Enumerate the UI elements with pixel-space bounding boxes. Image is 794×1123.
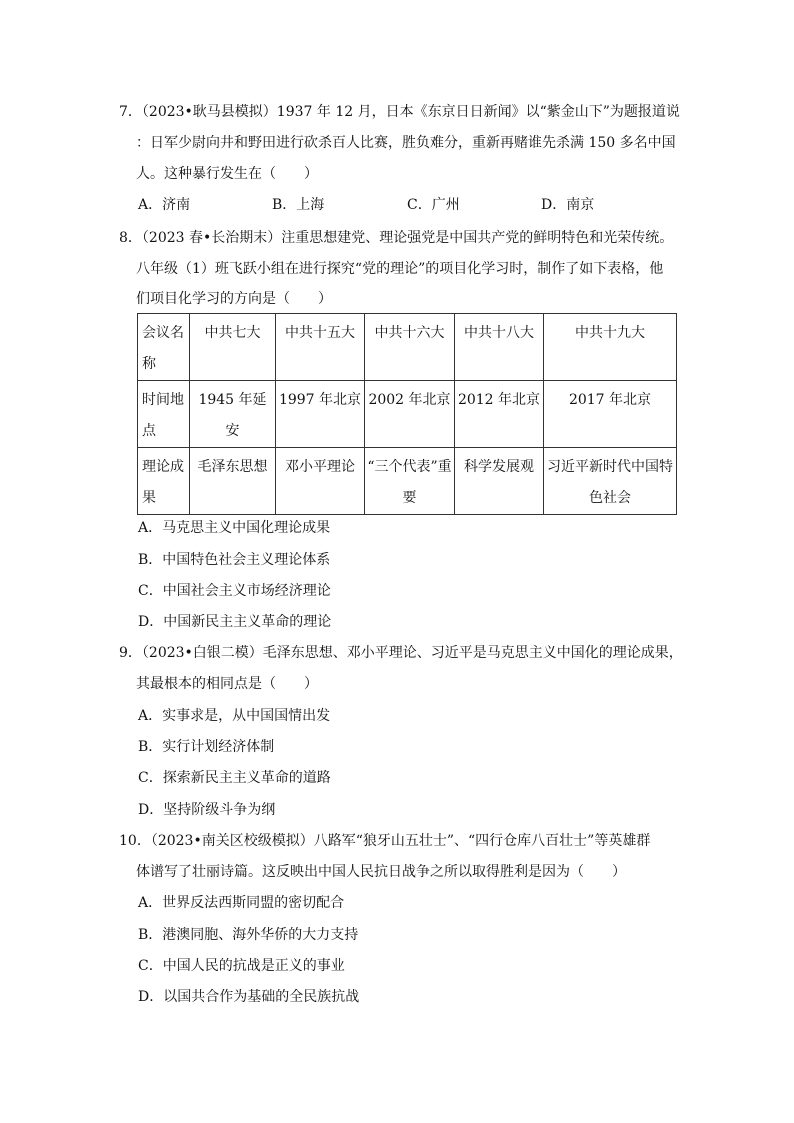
q7-stem-line-3: 人。这种暴行发生在（ ） (136, 166, 318, 182)
q8-stem-line-3: 们项目化学习的方向是（ ） (136, 291, 332, 307)
q7-option-b[interactable]: B．上海 (272, 197, 325, 213)
table-cell: 中共七大 (190, 314, 276, 381)
table-cell: 时间地点 (138, 381, 190, 448)
table-cell: 毛泽东思想 (190, 448, 276, 515)
table-cell: 会议名称 (138, 314, 190, 381)
table-cell: 2002 年北京 (365, 381, 455, 448)
q9-option-d[interactable]: D．坚持阶级斗争为纲 (138, 802, 276, 818)
q8-stem-line-2: 八年级（1）班飞跃小组在进行探究“党的理论”的项目化学习时，制作了如下表格，他 (136, 261, 664, 277)
table-cell: 中共十八大 (455, 314, 544, 381)
q7-option-d[interactable]: D．南京 (541, 197, 595, 213)
q8-option-d[interactable]: D．中国新民主主义革命的理论 (138, 614, 332, 630)
q8-option-a[interactable]: A．马克思主义中国化理论成果 (138, 520, 331, 536)
q9-option-c[interactable]: C．探索新民主主义革命的道路 (138, 770, 331, 786)
table-cell: 理论成果 (138, 448, 190, 515)
q8-option-c[interactable]: C．中国社会主义市场经济理论 (138, 583, 331, 599)
q10-option-b[interactable]: B．港澳同胞、海外华侨的大力支持 (138, 927, 359, 943)
q10-option-d[interactable]: D．以国共合作为基础的全民族抗战 (138, 989, 360, 1005)
table-cell: 1997 年北京 (276, 381, 365, 448)
q7-stem-line-2: ：日军少尉向井和野田进行砍杀百人比赛，胜负难分，重新再赌谁先杀满 150 多名中国 (136, 135, 676, 151)
table-cell: 中共十六大 (365, 314, 455, 381)
q7-stem-line-1: 7．（2023•耿马县模拟）1937 年 12 月，日本《东京日日新闻》以“紫金山下”为题报道说 (119, 104, 680, 120)
q7-options (138, 195, 658, 215)
table-row (138, 381, 677, 448)
table-cell: 科学发展观 (455, 448, 544, 515)
q8-stem-line-1: 8．（2023 春•长治期末）注重思想建党、理论强党是中国共产党的鲜明特色和光荣传统。 (119, 230, 674, 246)
q7-option-a[interactable]: A．济南 (138, 197, 191, 213)
q7-option-c[interactable]: C．广州 (407, 197, 460, 213)
table-cell: 2012 年北京 (455, 381, 544, 448)
table-cell: 1945 年延安 (190, 381, 276, 448)
table-cell: “三个代表”重要 (365, 448, 455, 515)
table-cell: 中共十九大 (544, 314, 677, 381)
q10-option-a[interactable]: A．世界反法西斯同盟的密切配合 (138, 895, 345, 911)
table-row (138, 314, 677, 381)
q9-stem-line-2: 其最根本的相同点是（ ） (136, 676, 318, 692)
q10-stem-line-2: 体谱写了壮丽诗篇。这反映出中国人民抗日战争之所以取得胜利是因为（ ） (136, 864, 626, 880)
q9-stem-line-1: 9．（2023•白银二模）毛泽东思想、邓小平理论、习近平是马克思主义中国化的理论成果， (119, 645, 683, 661)
table-cell: 中共十五大 (276, 314, 365, 381)
q8-option-b[interactable]: B．中国特色社会主义理论体系 (138, 552, 331, 568)
q10-stem-line-1: 10．（2023•南关区校级模拟）八路军“狼牙山五壮士”、“四行仓库八百壮士”等英雄群 (119, 833, 651, 849)
q8-table (137, 313, 677, 515)
q10-option-c[interactable]: C．中国人民的抗战是正义的事业 (138, 958, 345, 974)
table-row (138, 448, 677, 515)
q9-option-b[interactable]: B．实行计划经济体制 (138, 739, 275, 755)
table-cell: 2017 年北京 (544, 381, 677, 448)
table-cell: 习近平新时代中国特色社会 (544, 448, 677, 515)
table-cell: 邓小平理论 (276, 448, 365, 515)
q9-option-a[interactable]: A．实事求是，从中国国情出发 (138, 708, 331, 724)
